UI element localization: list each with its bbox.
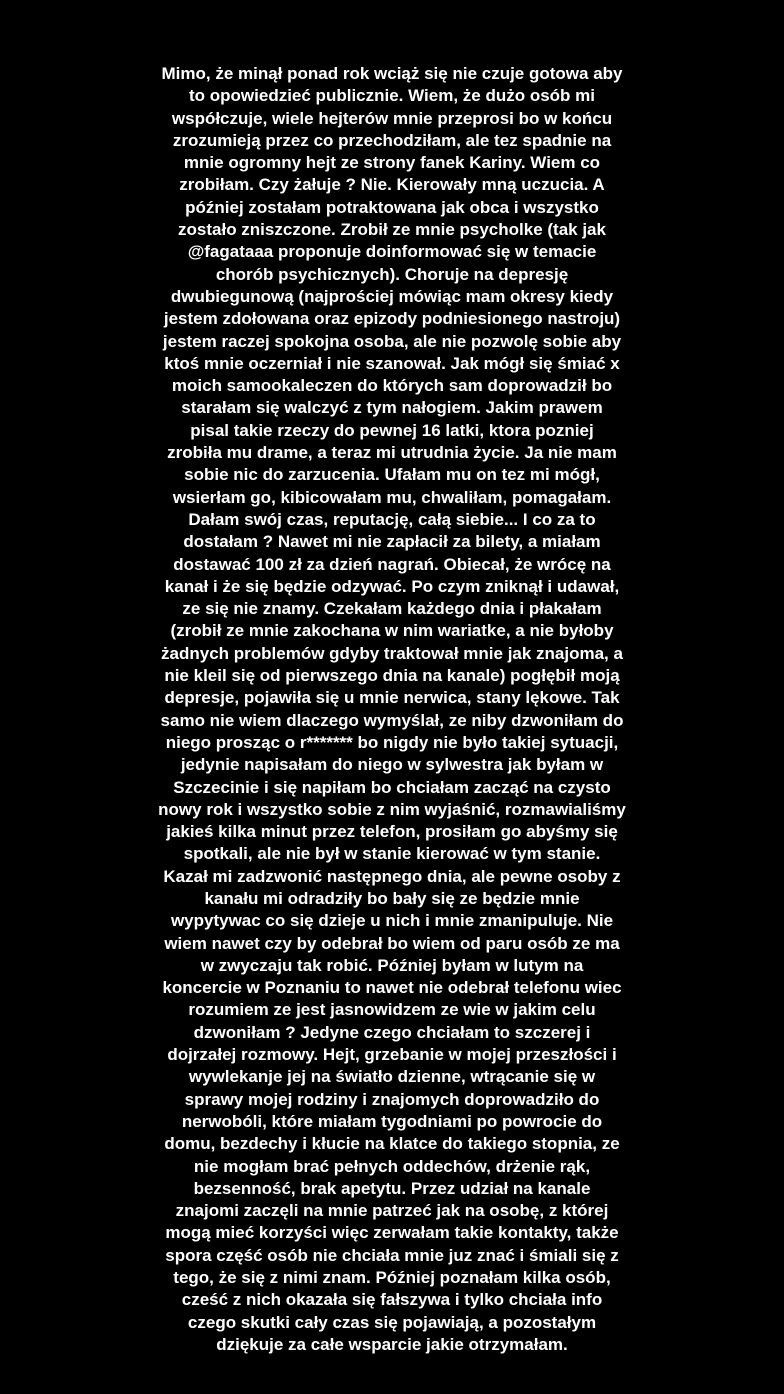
text-line: kanał i że się będzie odzywać. Po czym zniknął i udawał, <box>164 576 620 596</box>
text-line: samo nie wiem dlaczego wymyślał, ze niby dzwoniłam do <box>160 710 624 730</box>
text-line: ze się nie znamy. Czekałam każdego dnia i płakałam <box>182 599 602 619</box>
text-line: dwubiegunową (najprościej mówiąc mam okresy kiedy <box>170 286 614 306</box>
text-line: zrobiłam. Czy żałuje ? Nie. Kierowały mną uczucia. A <box>179 175 605 195</box>
text-line: mnie ogromny hejt ze strony fanek Kariny. Wiem co <box>183 153 601 173</box>
text-line: spora część osób nie chciała mnie juz znać i śmiali się z <box>165 1245 619 1265</box>
text-line: (zrobił ze mnie zakochana w nim wariatke, a nie byłoby <box>170 621 614 641</box>
text-line: to opowiedzieć publicznie. Wiem, że dużo osób mi <box>189 86 595 106</box>
text-line: koncercie w Poznaniu to nawet nie odebrał telefonu wiec <box>162 978 622 998</box>
text-line: depresje, pojawiła się u mnie nerwica, stany lękowe. Tak <box>164 688 620 708</box>
text-line: później zostałam potraktowana jak obca i wszystko <box>185 197 599 217</box>
text-line: @fagataaa proponuje doinformować się w temacie <box>187 242 597 262</box>
text-line: dostałam ? Nawet mi nie zapłacił za bilety, a miałam <box>183 532 601 552</box>
text-line: dostawać 100 zł za dzień nagrań. Obiecał, że wrócę na <box>173 554 611 574</box>
text-line: dziękuje za całe wsparcie jakie otrzymałam. <box>216 1334 568 1354</box>
story-text-block <box>0 63 784 1356</box>
text-line: współczuje, wiele hejterów mnie przeprosi bo w końcu <box>171 108 613 128</box>
text-line: nerwobóli, które miałam tygodniami po powrocie do <box>181 1111 603 1131</box>
text-line: wsierłam go, kibicowałam mu, chwaliłam, pomagałam. <box>172 487 612 507</box>
text-line: nowy rok i wszystko sobie z nim wyjaśnić, rozmawialiśmy <box>158 799 626 819</box>
text-line: cześć z nich okazała się fałszywa i tylko chciała info <box>181 1290 603 1310</box>
text-line: sobie nic do zarzucenia. Ufałam mu on tez mi mógł, <box>184 465 600 485</box>
text-line: jestem zdołowana oraz epizody podniesionego nastroju) <box>163 309 621 329</box>
text-line: starałam się walczyć z tym nałogiem. Jakim prawem <box>181 398 603 418</box>
text-line: ktoś mnie oczerniał i nie szanował. Jak mógł się śmiać x <box>164 353 620 373</box>
text-line: zrobiła mu drame, a teraz mi utrudnia życie. Ja nie mam <box>167 443 617 463</box>
text-line: Szczecinie i się napiłam bo chciałam zacząć na czysto <box>173 777 611 797</box>
text-line: jakieś kilka minut przez telefon, prosiłam go abyśmy się <box>166 822 618 842</box>
text-line: żadnych problemów gdyby traktował mnie jak znajoma, a <box>161 643 623 663</box>
text-line: nie kleil się od pierwszego dnia na kanale) pogłębił moją <box>164 666 620 686</box>
text-line: wywlekanje jej na światło dzienne, wtrącanie się w <box>188 1067 596 1087</box>
text-line: wypytywac co się dzieje u nich i mnie zmanipuluje. Nie <box>170 911 614 931</box>
text-line: pisal takie rzeczy do pewnej 16 latki, ktora pozniej <box>190 420 594 440</box>
text-line: mogą mieć korzyści więc zerwałam takie kontakty, także <box>165 1223 619 1243</box>
text-line: spotkali, ale nie był w stanie kierować w tym stanie. <box>183 844 601 864</box>
text-line: rozumiem ze jest jasnowidzem ze wie w jakim celu <box>188 1000 596 1020</box>
text-line: Dałam swój czas, reputację, całą siebie... I co za to <box>188 509 596 529</box>
text-line: wiem nawet czy by odebrał bo wiem od paru osób ze ma <box>164 933 620 953</box>
text-line: chorób psychicznych). Choruje na depresję <box>215 264 569 284</box>
text-line: zostało zniszczone. Zrobił ze mnie psycholke (tak jak <box>178 220 606 240</box>
text-line: dzwoniłam ? Jedyne czego chciałam to szczerej i <box>193 1022 591 1042</box>
text-line: bezsenność, brak apetytu. Przez udział na kanale <box>193 1178 591 1198</box>
text-line: Kazał mi zadzwonić następnego dnia, ale pewne osoby z <box>163 866 621 886</box>
text-line: znajomi zaczęli na mnie patrzeć jak na osobę, z której <box>175 1201 609 1221</box>
text-line: nie mogłam brać pełnych oddechów, drżenie rąk, <box>193 1156 591 1176</box>
text-line: moich samookaleczen do których sam doprowadził bo <box>171 376 613 396</box>
text-line: niego prosząc o r******* bo nigdy nie było takiej sytuacji, <box>165 732 619 752</box>
text-line: kanału mi odradziły bo bały się ze będzie mnie <box>204 888 580 908</box>
text-line: dojrzałej rozmowy. Hejt, grzebanie w mojej przeszłości i <box>167 1045 617 1065</box>
text-line: domu, bezdechy i kłucie na klatce do takiego stopnia, ze <box>164 1134 620 1154</box>
text-line: zrozumieją przez co przechodziłam, ale tez spadnie na <box>172 130 612 150</box>
text-line: sprawy mojej rodziny i znajomych doprowadziło do <box>184 1089 600 1109</box>
text-line: Mimo, że minął ponad rok wciąż się nie czuje gotowa aby <box>161 64 623 83</box>
text-line: w zwyczaju tak robić. Później byłam w lutym na <box>200 955 584 975</box>
text-line: tego, że się z nimi znam. Później poznałam kilka osób, <box>173 1268 611 1288</box>
text-line: czego skutki cały czas się pojawiają, a pozostałym <box>187 1312 597 1332</box>
text-line: jedynie napisałam do niego w sylwestra jak byłam w <box>180 755 604 775</box>
text-line: jestem raczej spokojna osoba, ale nie pozwolę sobie aby <box>162 331 622 351</box>
